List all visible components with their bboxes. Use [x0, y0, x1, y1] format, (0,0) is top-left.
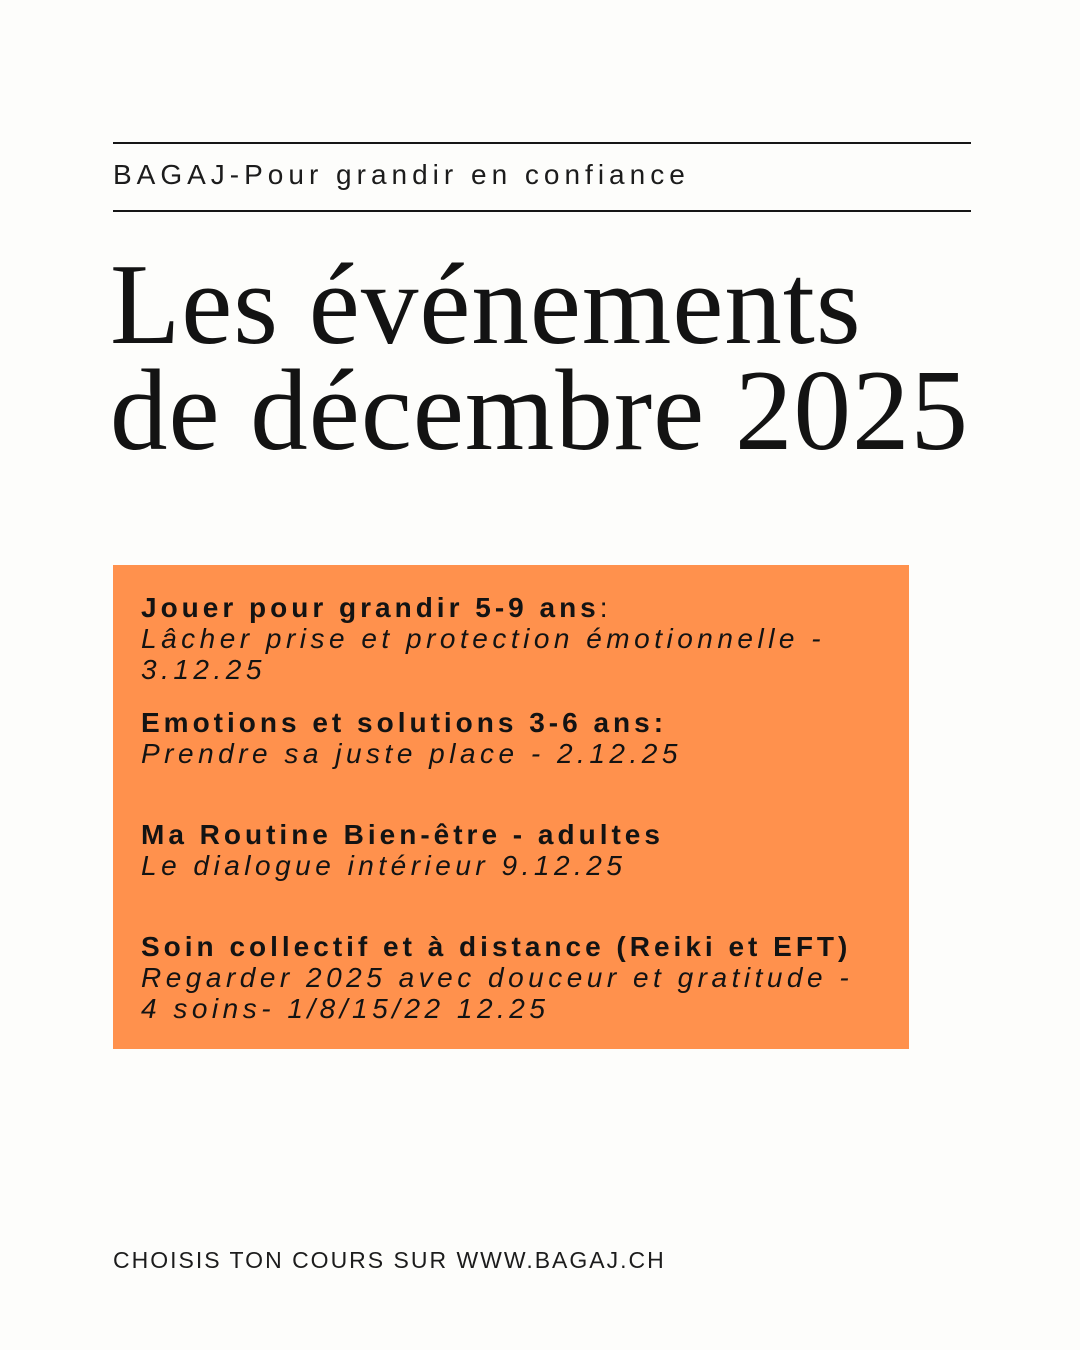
event-item [141, 819, 881, 881]
event-desc-line: Lâcher prise et protection émotionnelle - [141, 623, 826, 654]
top-divider-line [113, 142, 971, 144]
bottom-divider-line [113, 210, 971, 212]
event-title-suffix: : [599, 592, 608, 623]
brand-header: BAGAJ-Pour grandir en confiance [113, 159, 690, 190]
event-title-text: Ma Routine Bien-être - adultes [141, 819, 664, 850]
event-title [141, 592, 881, 623]
event-title [141, 819, 881, 850]
event-desc-line: Le dialogue intérieur 9.12.25 [141, 850, 627, 881]
event-desc-line: 3.12.25 [141, 654, 266, 685]
event-desc-line: Prendre sa juste place - 2.12.25 [141, 738, 682, 769]
page-title [110, 241, 969, 474]
event-title-text: Jouer pour grandir 5-9 ans [141, 592, 600, 623]
event-desc-line: Regarder 2025 avec douceur et gratitude - [141, 962, 854, 993]
event-item [141, 707, 881, 769]
page-title-line1: Les événements [110, 241, 862, 368]
event-item [141, 592, 881, 685]
event-title-text: Emotions et solutions 3-6 ans: [141, 707, 668, 738]
event-title [141, 707, 881, 738]
footer-cta: CHOISIS TON COURS SUR WWW.BAGAJ.CH [113, 1247, 666, 1273]
event-title-text: Soin collectif et à distance (Reiki et EFT) [141, 931, 852, 962]
event-desc-line: 4 soins- 1/8/15/22 12.25 [141, 993, 550, 1024]
page-title-line2: de décembre 2025 [110, 347, 969, 474]
events-panel [113, 565, 909, 1049]
event-title [141, 931, 881, 962]
event-item [141, 931, 881, 1024]
